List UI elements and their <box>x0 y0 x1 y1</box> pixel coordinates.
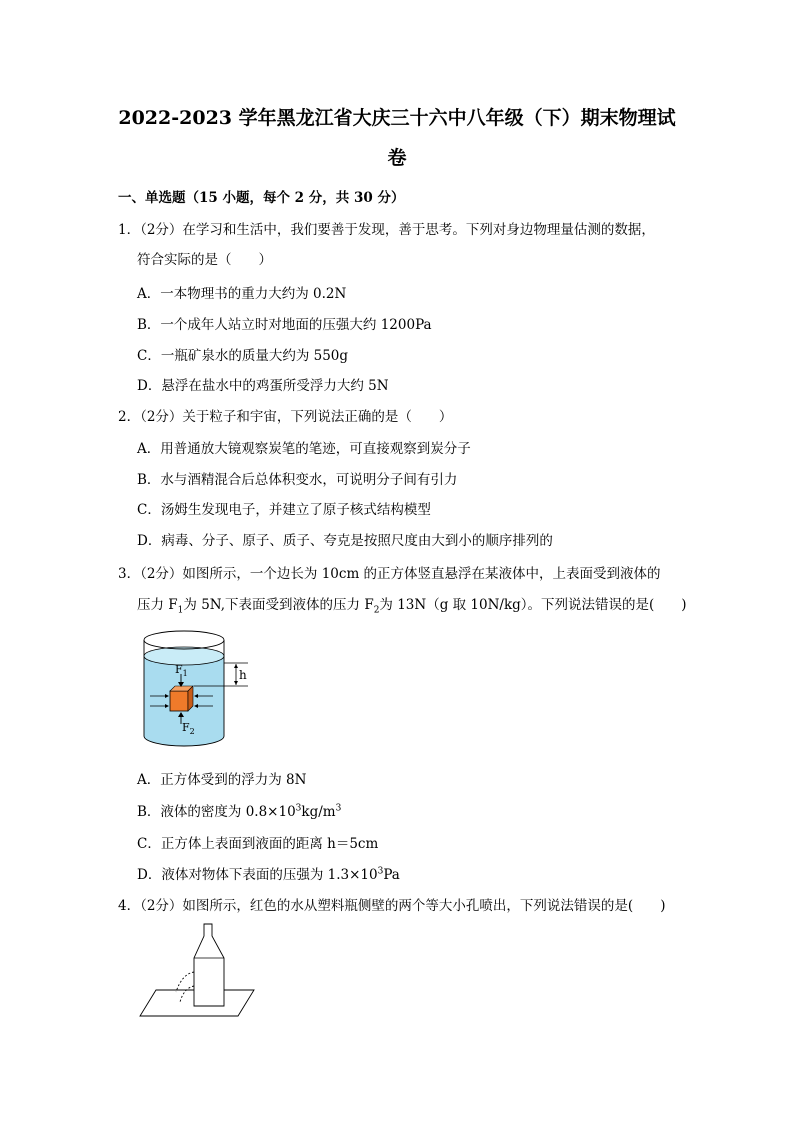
q3-option-c: C．正方体上表面到液面的距离 h＝5cm <box>137 836 379 852</box>
q3-stem-line2 <box>137 593 687 616</box>
title-line-1: 2022-2023 学年黑龙江省大庆三十六中八年级（下）期末物理试 <box>118 107 676 129</box>
bottle-figure <box>138 922 268 1022</box>
q1-option-b: B．一个成年人站立时对地面的压强大约 1200Pa <box>137 317 432 333</box>
q3-option-d <box>137 863 400 883</box>
section-heading: 一、单选题（15 小题，每个 2 分，共 30 分） <box>118 190 405 206</box>
q3-option-b-sup2: 3 <box>335 803 342 814</box>
bottle <box>194 924 224 1006</box>
q3-stem-text-c: 为 13N（g 取 10N/kg）。下列说法错误的是( ) <box>379 597 687 613</box>
q1-option-c: C．一瓶矿泉水的质量大约为 550g <box>137 348 349 364</box>
q3-stem-text-a: 压力 F <box>137 597 178 613</box>
q3-option-b-unit: kg/m <box>301 804 336 820</box>
q3-option-b-text: B．液体的密度为 0.8×10 <box>137 804 296 820</box>
cylinder-top-rim <box>144 631 224 649</box>
water-jet-upper <box>176 972 194 992</box>
q3-option-d-text: D．液体对物体下表面的压强为 1.3×10 <box>137 867 378 883</box>
water-jet-lower <box>180 986 194 1002</box>
q1-option-a: A．一本物理书的重力大约为 0.2N <box>137 286 347 302</box>
label-f2-sub: 2 <box>189 727 195 736</box>
title-line-2: 卷 <box>387 147 407 169</box>
q2-stem: 2．（2分）关于粒子和宇宙，下列说法正确的是（ ） <box>118 409 453 425</box>
q2-option-a: A．用普通放大镜观察炭笔的笔迹，可直接观察到炭分子 <box>137 441 471 457</box>
liquid-surface <box>144 647 224 665</box>
cube-in-liquid-figure <box>138 628 258 754</box>
q2-option-d: D．病毒、分子、原子、质子、夸克是按照尺度由大到小的顺序排列的 <box>137 533 553 549</box>
label-f1-letter: F <box>175 663 183 676</box>
q3-stem-sub1: 1 <box>177 605 184 616</box>
q2-option-c: C．汤姆生发现电子，并建立了原子核式结构模型 <box>137 502 431 518</box>
q2-option-b: B．水与酒精混合后总体积变水，可说明分子间有引力 <box>137 472 458 488</box>
q3-stem-text-b: 为 5N,下表面受到液体的压力 F <box>183 597 374 613</box>
q3-option-b <box>137 800 341 820</box>
h-arrowhead-top <box>234 664 238 668</box>
q3-stem-sub2: 2 <box>373 605 380 616</box>
q1-stem-line1: 1．（2分）在学习和生活中，我们要善于发现，善于思考。下列对身边物理量估测的数据， <box>118 222 655 238</box>
h-arrowhead-bottom <box>234 681 238 685</box>
label-f2-letter: F <box>182 721 190 734</box>
cube <box>170 691 188 711</box>
q3-option-b-sup1: 3 <box>295 803 302 814</box>
q3-option-d-unit: Pa <box>383 867 400 883</box>
q1-option-d: D．悬浮在盐水中的鸡蛋所受浮力大约 5N <box>137 378 389 394</box>
label-f1-sub: 1 <box>182 669 188 678</box>
q3-option-d-sup: 3 <box>377 866 384 877</box>
label-h: h <box>239 668 247 682</box>
q4-stem: 4．（2分）如图所示，红色的水从塑料瓶侧壁的两个等大小孔喷出，下列说法错误的是( ) <box>118 898 666 914</box>
q3-option-a: A．正方体受到的浮力为 8N <box>137 772 307 788</box>
q1-stem-line2: 符合实际的是（ ） <box>137 252 272 268</box>
q3-stem-line1: 3．（2分）如图所示，一个边长为 10cm 的正方体竖直悬浮在某液体中，上表面受到液体的 <box>118 566 661 582</box>
